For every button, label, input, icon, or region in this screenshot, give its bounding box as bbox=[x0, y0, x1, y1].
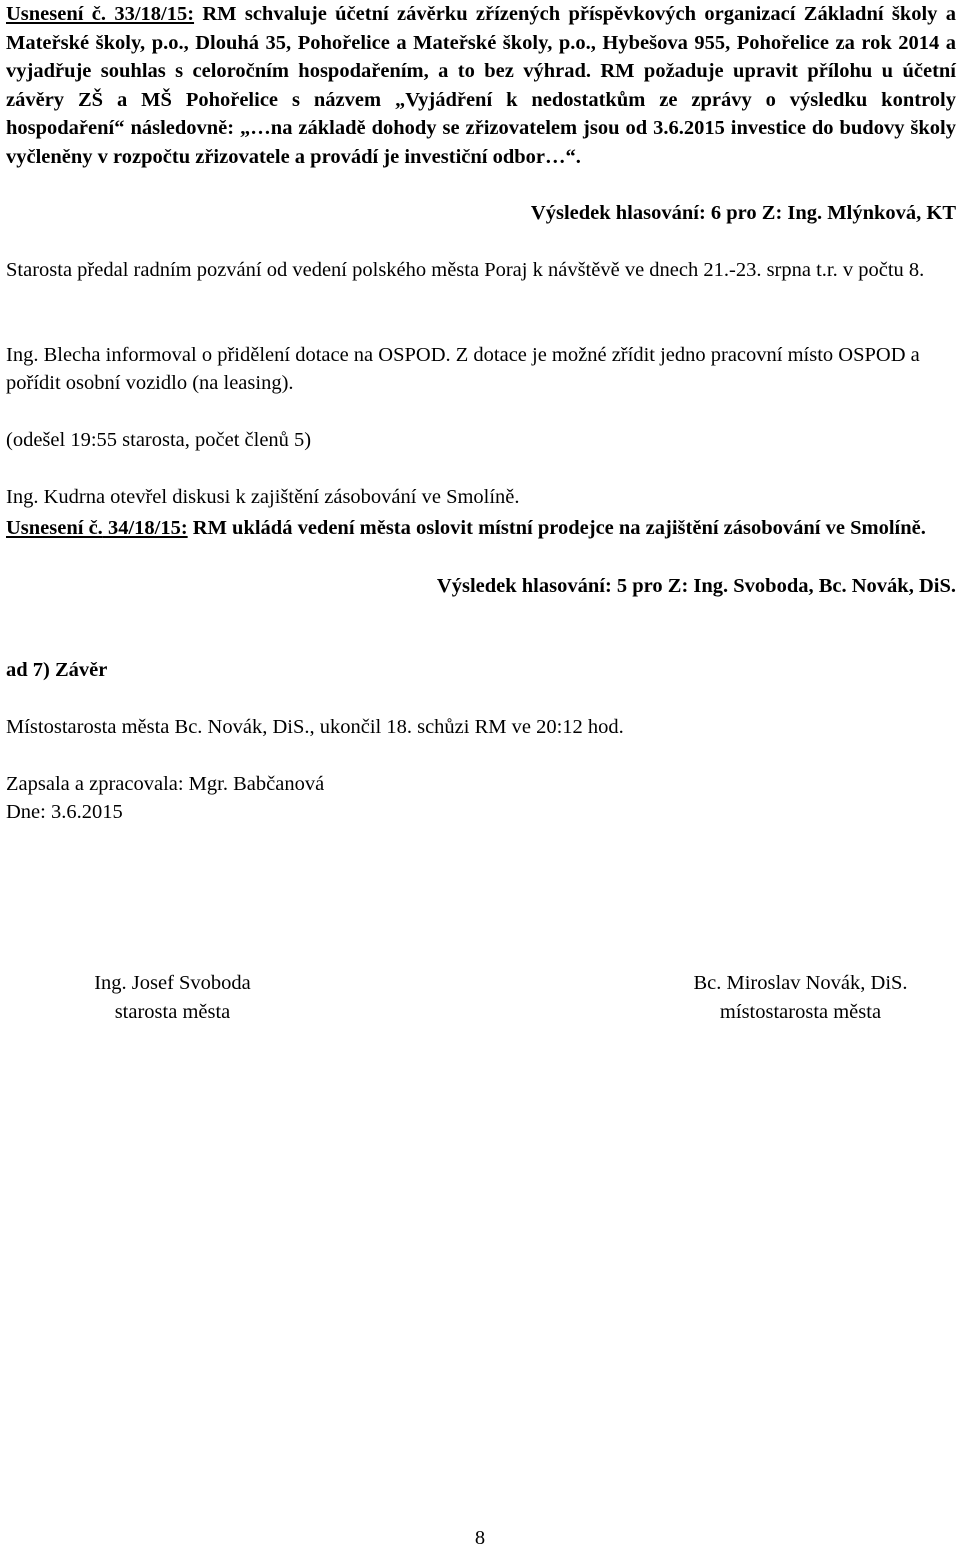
document-date: Dne: 3.6.2015 bbox=[6, 801, 123, 823]
paragraph-departure-note: (odešel 19:55 starosta, počet členů 5) bbox=[6, 429, 312, 451]
resolution-34-label bbox=[6, 517, 188, 539]
resolution-33-text-2: RM požaduje upravit přílohu u účetní závěry ZŠ a MŠ Pohořelice s názvem „Vyjádření k nedostatkům ze zprávy o výsledku kontroly hospodaření“ následovně: „…na základě dohody se zřizovatelem jsou od 3.6.2015 investice do budovy školy vyčleněny v rozpočtu zřizovatele a provádí je investiční odbor…“. bbox=[6, 60, 956, 168]
signature-role: starosta města bbox=[114, 1001, 231, 1023]
recorded-by: Zapsala a zpracovala: Mgr. Babčanová bbox=[6, 773, 325, 795]
signature-block-mayor bbox=[50, 969, 295, 1027]
signature-role: místostarosta města bbox=[719, 1001, 882, 1023]
resolution-33 bbox=[6, 0, 956, 171]
signature-name: Ing. Josef Svoboda bbox=[94, 972, 251, 994]
resolution-34-vote: Výsledek hlasování: 5 pro Z: Ing. Svoboda, Bc. Novák, DiS. bbox=[436, 575, 956, 597]
paragraph-starosta-invitation: Starosta předal radním pozvání od vedení polského města Poraj k návštěvě ve dnech 21.-23. srpna t.r. v počtu 8. bbox=[6, 259, 925, 281]
closing-statement: Místostarosta města Bc. Novák, DiS., ukončil 18. schůzi RM ve 20:12 hod. bbox=[6, 716, 624, 738]
resolution-34-label-prefix: Usnesení č. bbox=[6, 517, 103, 539]
signature-name: Bc. Miroslav Novák, DiS. bbox=[693, 972, 908, 994]
resolution-34-text: RM ukládá vedení města oslovit místní prodejce na zajištění zásobování ve Smolíně. bbox=[187, 517, 926, 539]
resolution-33-label: Usnesení č. 33/18/15: bbox=[6, 3, 195, 25]
resolution-33-text-1: RM schvaluje účetní závěrku zřízených příspěvkových organizací Základní školy a Mateřské školy, p.o., Dlouhá 35, Pohořelice a Mateřské školy, p.o., Hybešova 955, Pohořelice za rok 2014 a vyjadřuje souhlas s celoročním hospodařením, a to bez výhrad. bbox=[6, 3, 956, 82]
resolution-33-vote: Výsledek hlasování: 6 pro Z: Ing. Mlýnková, KT bbox=[530, 202, 956, 224]
section-heading: ad 7) Závěr bbox=[6, 659, 108, 681]
paragraph-supply-discussion: Ing. Kudrna otevřel diskusi k zajištění zásobování ve Smolíně. bbox=[6, 486, 520, 508]
resolution-34 bbox=[6, 514, 956, 543]
page-number: 8 bbox=[474, 1527, 486, 1549]
resolution-34-label-number: 34/18/15: bbox=[102, 517, 188, 539]
paragraph-ospod-subsidy: Ing. Blecha informoval o přidělení dotace na OSPOD. Z dotace je možné zřídit jedno pracovní místo OSPOD a pořídit osobní vozidlo (na leasing). bbox=[6, 344, 920, 394]
signature-block-deputy-mayor bbox=[658, 969, 943, 1027]
